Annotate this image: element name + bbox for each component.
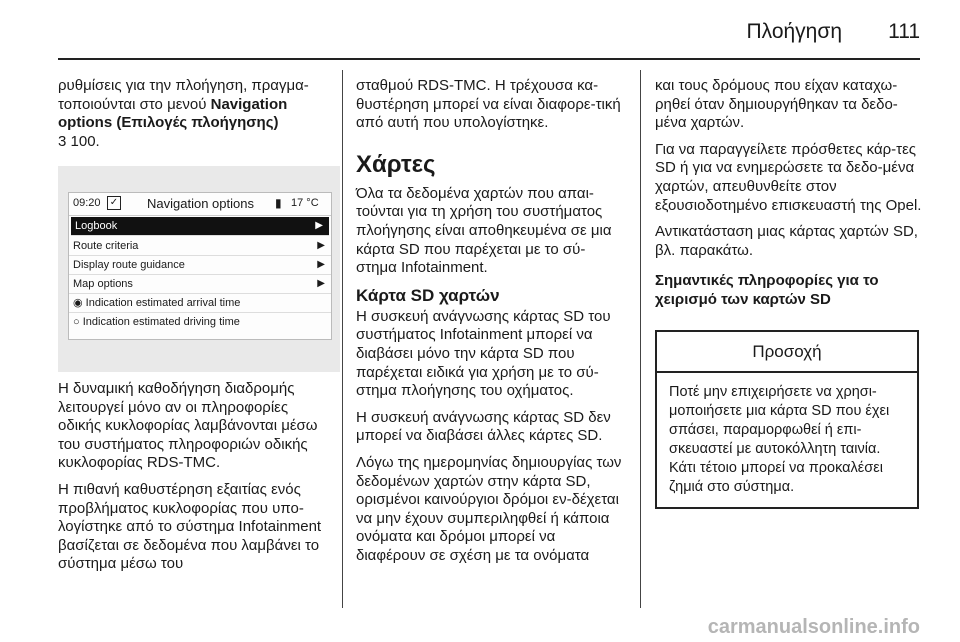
paragraph-delay: Η πιθανή καθυστέρηση εξαιτίας ενός προβλήματος κυκλοφορίας που υπο-λογίστηκε από το σύστημα Infotainment βασίζεται σε δεδομένα που λαμβάνει το σύστημα μέσω του: [58, 480, 322, 573]
paragraph-map-date: Λόγω της ημερομηνίας δημιουργίας των δεδομένων χαρτών στην κάρτα SD, ορισμένοι καινούργιοι δρόμοι εν-δέχεται να μην έχουν συμπεριληφθεί ή κάποια ονόματα και δρόμοι μπορεί να διαφέρουν σε σχέση με τα ονόματα: [356, 453, 622, 564]
paragraph-dynamic-guidance: Η δυναμική καθοδήγηση διαδρομής λειτουργεί μόνο αν οι πληροφορίες οδικής κυκλοφορίας λαμβάνονται μέσω του συστήματος πληροφοριών οδικής κυκλοφορίας RDS-TMC.: [58, 380, 318, 472]
screen-clock: 09:20: [73, 197, 101, 209]
radio-arrival-time[interactable]: ◉ Indication estimated arrival time: [69, 294, 331, 313]
menu-item-logbook[interactable]: Logbook ▶: [71, 217, 329, 236]
page-header: [0, 0, 960, 60]
screen-header: [69, 193, 331, 216]
menu-item-display-route-guidance[interactable]: Display route guidance ▶: [69, 256, 331, 275]
screen-temperature: 17 °C: [291, 197, 319, 209]
arrow-right-icon: ▶: [317, 259, 325, 270]
radio-driving-time[interactable]: ○ Indication estimated driving time: [73, 316, 240, 328]
arrow-right-icon: ▶: [317, 240, 325, 251]
paragraph-road-names: και τους δρόμους που είχαν καταχω-ρηθεί όταν δημιουργήθηκαν τα δεδο-μένα χαρτών.: [655, 77, 898, 132]
menu-item-map-options[interactable]: Map options ▶: [69, 275, 331, 294]
column-2: [356, 77, 626, 573]
radio-unselected-icon: ○: [73, 316, 80, 328]
caution-text: Ποτέ μην επιχειρήσετε να χρησι-μοποιήσετε μια κάρτα SD που έχει σπάσει, παραμορφωθεί ή επι-σκευαστεί με αυτοκόλλητη ταινία. Κάτι τέτοιο μπορεί να προκαλέσει ζημιά στο σύστημα.: [669, 384, 890, 495]
paragraph-sd-other: Η συσκευή ανάγνωσης κάρτας SD δεν μπορεί να διαβάσει άλλες κάρτες SD.: [356, 408, 611, 445]
header-divider: [58, 58, 920, 60]
column-divider-2: [640, 70, 641, 608]
navigation-options-figure: [58, 166, 340, 372]
infotainment-screen: [68, 192, 332, 340]
paragraph-sd-reader: Η συσκευή ανάγνωσης κάρτας SD του συστήματος Infotainment μπορεί να διαβάσει μόνο την κάρτα SD που παρέχεται ειδικά για χρήση με το σύ-στημα πλοήγησης του οχήματος.: [356, 307, 611, 400]
menu-item-route-criteria[interactable]: Route criteria ▶: [69, 237, 331, 256]
paragraph-rds-tmc: σταθμού RDS-TMC. Η τρέχουσα κα-θυστέρηση μπορεί να είναι διαφορε-τική από αυτή που υπολογίστηκε.: [356, 77, 621, 132]
caution-title: Προσοχή: [657, 332, 917, 373]
arrow-right-icon: ▶: [315, 220, 323, 231]
page-ref-icon: 3: [58, 132, 67, 150]
caution-box: [655, 330, 919, 509]
column-1: [58, 77, 330, 159]
watermark: carmanualsonline.info: [707, 616, 920, 638]
page-title: Πλοήγηση: [746, 20, 842, 43]
column-1-lower: [58, 380, 330, 582]
intro-paragraph: ρυθμίσεις για την πλοήγηση, πραγμα-τοποιούνται στο μενού Navigation options (Επιλογές πλοήγησης) 3 100.: [58, 77, 309, 150]
heading-maps: Χάρτες: [356, 150, 436, 178]
paragraph-order-cards: Για να παραγγείλετε πρόσθετες κάρ-τες SD ή για να ενημερώσετε τα δεδο-μένα χαρτών, απευθυνθείτε στον εξουσιοδοτημένο επισκευαστή της Opel.: [655, 140, 922, 214]
radio-selected-icon: ◉: [73, 297, 83, 309]
heading-sd-card: Κάρτα SD χαρτών: [356, 285, 500, 305]
column-divider-1: [342, 70, 343, 608]
menu-reference: Navigation options (Επιλογές πλοήγησης): [58, 95, 288, 132]
phone-icon: ▮: [275, 196, 282, 210]
paragraph-replace-card: Αντικατάσταση μιας κάρτας χαρτών SD, βλ. παρακάτω.: [655, 223, 918, 259]
page-ref-link[interactable]: 100.: [66, 132, 100, 150]
screen-title: Navigation options: [147, 196, 254, 211]
page-number: 111: [888, 20, 920, 43]
paragraph-map-data: Όλα τα δεδομένα χαρτών που απαι-τούνται για τη χρήση του συστήματος πλοήγησης είναι αποθηκευμένα σε μια κάρτα SD που παρέχεται με το σύ-στημα Infotainment.: [356, 184, 612, 277]
arrow-right-icon: ▶: [317, 278, 325, 289]
column-3: [655, 77, 927, 318]
check-icon: ✓: [107, 196, 121, 210]
subheading-sd-handling: Σημαντικές πληροφορίες για το χειρισμό των καρτών SD: [655, 272, 879, 308]
